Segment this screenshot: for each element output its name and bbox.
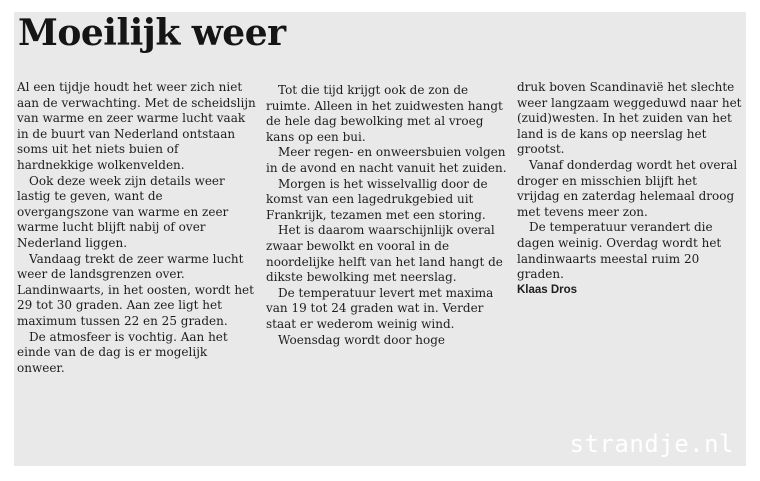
headline: Moeilijk weer	[18, 12, 286, 54]
paragraph: Al een tijdje houdt het weer zich niet aan de verwachting. Met de scheidslijn van warme en zeer warme lucht vaak in de buurt van Nederland ontstaan soms uit het niets buien of hardnekkige wolkenvelden.	[17, 80, 256, 172]
paragraph: De atmosfeer is vochtig. Aan het einde van de dag is er mogelijk onweer.	[17, 329, 228, 375]
paragraph: Morgen is het wisselvallig door de komst van een lagedrukgebied uit Frankrijk, tezamen met een storing.	[266, 176, 488, 222]
paragraph: Tot die tijd krijgt ook de zon de ruimte. Alleen in het zuidwesten hangt de hele dag bewolking met al vroeg kans op een bui.	[266, 83, 503, 144]
site-watermark: strandje.nl	[569, 430, 734, 458]
newspaper-clipping	[14, 12, 746, 466]
paragraph: Vandaag trekt de zeer warme lucht weer de landsgrenzen over. Landinwaarts, in het oosten, wordt het 29 tot 30 graden. Aan zee ligt het maximum tussen 22 en 25 graden.	[17, 251, 254, 328]
paragraph: Woensdag wordt door hoge	[278, 332, 446, 347]
paragraph: druk boven Scandinavië het slechte weer langzaam weggeduwd naar het (zuid)westen. In het zuiden van het land is de kans op neerslag het grootst.	[517, 80, 742, 157]
paragraph: Ook deze week zijn details weer lastig te geven, want de overgangszone van warme en zeer warme lucht blijft nabij of over Nederland liggen.	[17, 173, 229, 250]
author-byline: Klaas Dros	[517, 283, 578, 296]
paragraph: Het is daarom waarschijnlijk overal zwaar bewolkt en vooral in de noordelijke helft van het land hangt de dikste bewolking met neerslag.	[266, 223, 503, 285]
paragraph: De temperatuur verandert die dagen weinig. Overdag wordt het landinwaarts meestal ruim 20 graden.	[517, 220, 722, 282]
paragraph: Meer regen- en onweersbuien volgen in de avond en nacht vanuit het zuiden.	[266, 145, 507, 175]
paragraph: Vanaf donderdag wordt het overal droger en misschien blijft het vrijdag en zaterdag helemaal droog met tevens meer zon.	[517, 157, 738, 219]
article-column-1	[17, 80, 257, 376]
article-column-2	[266, 83, 510, 348]
paragraph: De temperatuur levert met maxima van 19 tot 24 graden wat in. Verder staat er wederom weinig wind.	[266, 285, 494, 331]
article-column-3	[517, 80, 743, 298]
